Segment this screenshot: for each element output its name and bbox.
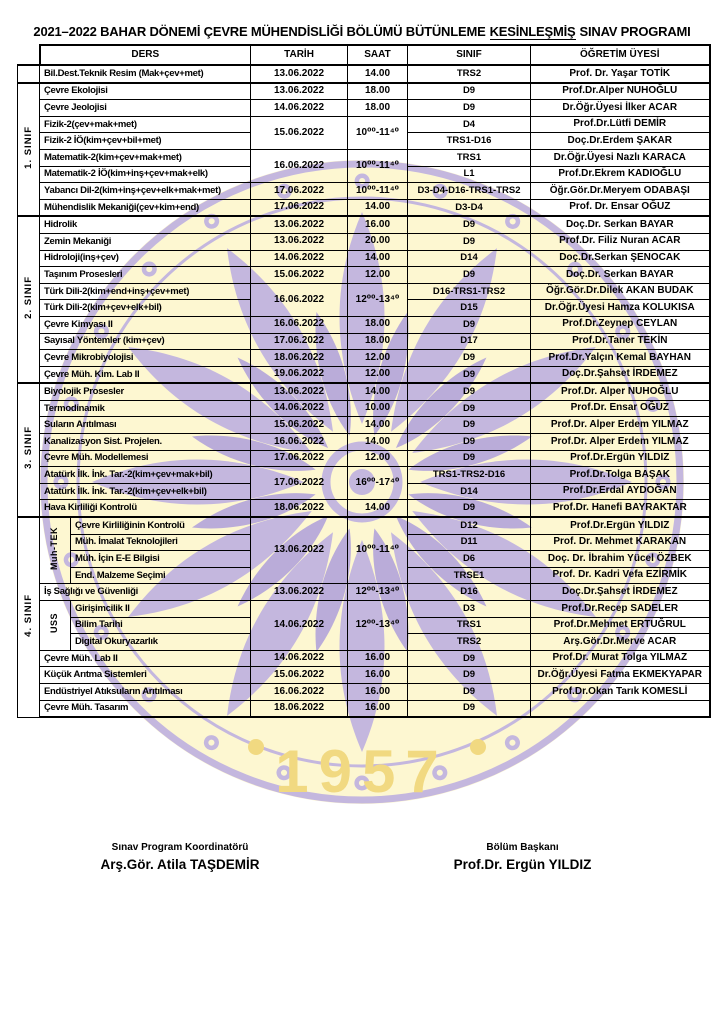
time-cell: 16.00 xyxy=(348,700,408,717)
header-ogretim-uyesi: ÖĞRETİM ÜYESİ xyxy=(531,45,710,65)
time-cell: 18.00 xyxy=(348,100,408,117)
date-cell: 17.06.2022 xyxy=(251,467,348,500)
class-cell: D3 xyxy=(408,601,531,618)
date-cell: 15.06.2022 xyxy=(251,667,348,684)
table-row xyxy=(18,216,710,233)
table-row xyxy=(18,149,710,166)
time-cell: 12.00 xyxy=(348,350,408,367)
table-row xyxy=(18,584,710,601)
class-cell: D9 xyxy=(408,400,531,417)
table-row xyxy=(18,267,710,284)
course-cell: Fizik-2(çev+mak+met) xyxy=(40,116,251,133)
time-cell: 18.00 xyxy=(348,316,408,333)
date-cell: 19.06.2022 xyxy=(251,366,348,383)
course-cell: Matematik-2(kim+çev+mak+met) xyxy=(40,149,251,166)
class-cell: TRS2 xyxy=(408,65,531,83)
table-row xyxy=(18,116,710,133)
course-cell: Çevre Kimyası II xyxy=(40,316,251,333)
exam-schedule-table xyxy=(17,44,711,718)
instructor-cell: Prof.Dr.Okan Tarık KOMESLİ xyxy=(531,683,710,700)
coordinator-title: Sınav Program Koordinatörü xyxy=(111,842,249,853)
table-row xyxy=(18,683,710,700)
instructor-cell: Dr.Öğr.Üyesi Fatma EKMEKYAPAR xyxy=(531,667,710,684)
table-row xyxy=(18,700,710,717)
date-cell: 13.06.2022 xyxy=(251,517,348,584)
table-row xyxy=(18,450,710,467)
course-cell: Atatürk İlk. İnk. Tar.-2(kim+çev+mak+bil) xyxy=(40,467,251,484)
course-cell: İş Sağlığı ve Güvenliği xyxy=(40,584,251,601)
course-cell: Küçük Arıtma Sistemleri xyxy=(40,667,251,684)
date-cell: 13.06.2022 xyxy=(251,83,348,100)
date-cell: 13.06.2022 xyxy=(251,383,348,400)
department-head-signature xyxy=(435,842,610,872)
time-cell: 16⁰⁰-17⁴⁰ xyxy=(348,467,408,500)
class-cell: TRS1 xyxy=(408,149,531,166)
course-cell: Çevre Müh. Kim. Lab II xyxy=(40,366,251,383)
class-cell: D9 xyxy=(408,350,531,367)
time-cell: 12⁰⁰-13⁴⁰ xyxy=(348,584,408,601)
course-cell: Kanalizasyon Sist. Projelen. xyxy=(40,434,251,451)
instructor-cell: Prof.Dr.Ekrem KADIOĞLU xyxy=(531,166,710,183)
course-cell: Termodinamik xyxy=(40,400,251,417)
department-head-title: Bölüm Başkanı xyxy=(486,842,559,853)
class-cell: D16 xyxy=(408,584,531,601)
time-cell: 16.00 xyxy=(348,216,408,233)
page-title xyxy=(10,24,714,39)
date-cell: 17.06.2022 xyxy=(251,183,348,200)
date-cell: 13.06.2022 xyxy=(251,233,348,250)
time-cell: 18.00 xyxy=(348,333,408,350)
time-cell: 20.00 xyxy=(348,233,408,250)
table-row xyxy=(18,383,710,400)
time-cell: 12.00 xyxy=(348,450,408,467)
course-cell: End. Malzeme Seçimi xyxy=(71,567,251,584)
instructor-cell: Prof.Dr.Mehmet ERTUĞRUL xyxy=(531,617,710,634)
date-cell: 15.06.2022 xyxy=(251,417,348,434)
class-cell: D6 xyxy=(408,551,531,568)
date-cell: 14.06.2022 xyxy=(251,400,348,417)
instructor-cell: Prof.Dr.Zeynep CEYLAN xyxy=(531,316,710,333)
course-cell: Müh. İmalat Teknolojileri xyxy=(71,534,251,551)
class-cell: D17 xyxy=(408,333,531,350)
course-cell: Girişimcilik II xyxy=(71,601,251,618)
instructor-cell: Öğr.Gör.Dr.Dilek AKAN BUDAK xyxy=(531,283,710,300)
course-cell: Müh. İçin E-E Bilgisi xyxy=(71,551,251,568)
instructor-cell: Prof.Dr. Ensar OĞUZ xyxy=(531,400,710,417)
class-cell: D4 xyxy=(408,116,531,133)
instructor-cell: Prof. Dr. Kadri Vefa EZİRMİK xyxy=(531,567,710,584)
title-underlined-word: KESİNLEŞMİŞ xyxy=(489,24,576,39)
table-row xyxy=(18,250,710,267)
instructor-cell: Dr.Öğr.Üyesi Hamza KOLUKISA xyxy=(531,300,710,317)
time-cell: 10⁰⁰-11⁴⁰ xyxy=(348,116,408,149)
time-cell: 10.00 xyxy=(348,400,408,417)
table-row xyxy=(18,283,710,300)
class-cell: D3-D4 xyxy=(408,199,531,216)
date-cell: 18.06.2022 xyxy=(251,500,348,517)
table-row xyxy=(18,400,710,417)
watermark-dot-right xyxy=(470,739,486,755)
class-cell: D14 xyxy=(408,483,531,500)
class-cell: D11 xyxy=(408,534,531,551)
instructor-cell: Doç. Dr. İbrahim Yücel ÖZBEK xyxy=(531,551,710,568)
table-row xyxy=(18,183,710,200)
section-label-4-sinif: 4. SINIF xyxy=(18,517,40,717)
course-cell: Türk Dili-2(kim+end+inş+çev+met) xyxy=(40,283,251,300)
date-cell: 14.06.2022 xyxy=(251,650,348,667)
time-cell: 12.00 xyxy=(348,267,408,284)
instructor-cell: Prof.Dr. Alper Erdem YILMAZ xyxy=(531,434,710,451)
time-cell: 14.00 xyxy=(348,500,408,517)
table-row xyxy=(18,233,710,250)
class-cell: D9 xyxy=(408,700,531,717)
table-row xyxy=(18,601,710,618)
course-cell: Çevre Ekolojisi xyxy=(40,83,251,100)
course-cell: Endüstriyel Atıksuların Arıtılması xyxy=(40,683,251,700)
date-cell: 15.06.2022 xyxy=(251,116,348,149)
class-cell: D9 xyxy=(408,500,531,517)
table-row xyxy=(18,83,710,100)
course-cell: Fizik-2 İÖ(kim+çev+bil+met) xyxy=(40,133,251,150)
section-label-1-sinif: 1. SINIF xyxy=(18,83,40,217)
table-row xyxy=(18,650,710,667)
date-cell: 13.06.2022 xyxy=(251,65,348,83)
class-cell: D16-TRS1-TRS2 xyxy=(408,283,531,300)
time-cell: 14.00 xyxy=(348,417,408,434)
course-cell: Çevre Müh. Modellemesi xyxy=(40,450,251,467)
instructor-cell: Doç.Dr.Serkan ŞENOCAK xyxy=(531,250,710,267)
instructor-cell: Dr.Öğr.Üyesi Nazlı KARACA xyxy=(531,149,710,166)
time-cell: 10⁰⁰-11⁴⁰ xyxy=(348,183,408,200)
date-cell: 16.06.2022 xyxy=(251,283,348,316)
section-label-3-sinif: 3. SINIF xyxy=(18,383,40,517)
instructor-cell: Prof.Dr. Murat Tolga YILMAZ xyxy=(531,650,710,667)
time-cell: 18.00 xyxy=(348,83,408,100)
course-cell: Çevre Müh. Tasarım xyxy=(40,700,251,717)
department-head-name: Prof.Dr. Ergün YILDIZ xyxy=(453,857,592,872)
instructor-cell: Prof.Dr.Tolga BAŞAK xyxy=(531,467,710,484)
time-cell: 10⁰⁰-11⁴⁰ xyxy=(348,517,408,584)
course-cell: Matematik-2 İÖ(kim+inş+çev+mak+elk) xyxy=(40,166,251,183)
section-label-empty xyxy=(18,65,40,83)
coordinator-name: Arş.Gör. Atila TAŞDEMİR xyxy=(100,857,260,872)
course-cell: Suların Arıtılması xyxy=(40,417,251,434)
class-cell: D9 xyxy=(408,683,531,700)
course-cell: Taşınım Prosesleri xyxy=(40,267,251,284)
instructor-cell: Doç.Dr. Serkan BAYAR xyxy=(531,267,710,284)
section-label-2-sinif: 2. SINIF xyxy=(18,216,40,383)
coordinator-signature xyxy=(95,842,265,872)
time-cell: 16.00 xyxy=(348,683,408,700)
instructor-cell: Prof.Dr. Hanefi BAYRAKTAR xyxy=(531,500,710,517)
instructor-cell: Prof.Dr. Alper Erdem YILMAZ xyxy=(531,417,710,434)
instructor-cell: Öğr.Gör.Dr.Meryem ODABAŞI xyxy=(531,183,710,200)
date-cell: 16.06.2022 xyxy=(251,316,348,333)
date-cell: 14.06.2022 xyxy=(251,100,348,117)
table-row xyxy=(18,467,710,484)
time-cell: 12.00 xyxy=(348,366,408,383)
class-cell: D9 xyxy=(408,216,531,233)
class-cell: D9 xyxy=(408,650,531,667)
instructor-cell: Doç.Dr. Serkan BAYAR xyxy=(531,216,710,233)
subgroup-label-uss: USS xyxy=(40,601,71,651)
table-row xyxy=(18,517,710,534)
date-cell: 15.06.2022 xyxy=(251,267,348,284)
instructor-cell: Prof.Dr.Ergün YILDIZ xyxy=(531,517,710,534)
time-cell: 14.00 xyxy=(348,199,408,216)
table-row xyxy=(18,350,710,367)
instructor-cell: Prof.Dr.Erdal AYDOĞAN xyxy=(531,483,710,500)
header-saat: SAAT xyxy=(348,45,408,65)
time-cell: 14.00 xyxy=(348,65,408,83)
instructor-cell: Prof. Dr. Ensar OĞUZ xyxy=(531,199,710,216)
header-blank-cell xyxy=(18,45,40,65)
course-cell: Çevre Müh. Lab II xyxy=(40,650,251,667)
class-cell: D9 xyxy=(408,83,531,100)
time-cell: 16.00 xyxy=(348,650,408,667)
class-cell: D9 xyxy=(408,366,531,383)
date-cell: 17.06.2022 xyxy=(251,450,348,467)
course-cell: Bil.Dest.Teknik Resim (Mak+çev+met) xyxy=(40,65,251,83)
instructor-cell: Doç.Dr.Erdem ŞAKAR xyxy=(531,133,710,150)
class-cell: D9 xyxy=(408,417,531,434)
title-suffix: SINAV PROGRAMI xyxy=(579,24,691,39)
class-cell: TRS2 xyxy=(408,634,531,651)
class-cell: D9 xyxy=(408,100,531,117)
course-cell: Mühendislik Mekaniği(çev+kim+end) xyxy=(40,199,251,216)
date-cell: 13.06.2022 xyxy=(251,216,348,233)
class-cell: D15 xyxy=(408,300,531,317)
class-cell: TRS1-TRS2-D16 xyxy=(408,467,531,484)
course-cell: Hava Kirliliği Kontrolü xyxy=(40,500,251,517)
table-row xyxy=(18,316,710,333)
class-cell: L1 xyxy=(408,166,531,183)
founding-year-text: 1957 xyxy=(275,738,449,805)
class-cell: TRS1 xyxy=(408,617,531,634)
instructor-cell: Prof.Dr.Alper NUHOĞLU xyxy=(531,83,710,100)
date-cell: 13.06.2022 xyxy=(251,584,348,601)
date-cell: 16.06.2022 xyxy=(251,149,348,182)
course-cell: Sayısal Yöntemler (kim+çev) xyxy=(40,333,251,350)
date-cell: 17.06.2022 xyxy=(251,199,348,216)
class-cell: TRSE1 xyxy=(408,567,531,584)
course-cell: Digital Okuryazarlık xyxy=(71,634,251,651)
header-sinif: SINIF xyxy=(408,45,531,65)
instructor-cell: Prof.Dr. Filiz Nuran ACAR xyxy=(531,233,710,250)
instructor-cell: Dr.Öğr.Üyesi İlker ACAR xyxy=(531,100,710,117)
class-cell: D9 xyxy=(408,434,531,451)
class-cell: D9 xyxy=(408,316,531,333)
header-tarih: TARİH xyxy=(251,45,348,65)
subgroup-label-muh-tek: Muh-TEK xyxy=(40,517,71,584)
class-cell: D9 xyxy=(408,233,531,250)
course-cell: Türk Dili-2(kim+çev+elk+bil) xyxy=(40,300,251,317)
instructor-cell: Prof. Dr. Mehmet KARAKAN xyxy=(531,534,710,551)
course-cell: Çevre Mikrobiyolojisi xyxy=(40,350,251,367)
course-cell: Çevre Jeolojisi xyxy=(40,100,251,117)
course-cell: Bilim Tarihi xyxy=(71,617,251,634)
date-cell: 17.06.2022 xyxy=(251,333,348,350)
table-row xyxy=(18,500,710,517)
table-row xyxy=(18,434,710,451)
table-row xyxy=(18,333,710,350)
instructor-cell: Prof.Dr.Lütfi DEMİR xyxy=(531,116,710,133)
time-cell: 16.00 xyxy=(348,667,408,684)
time-cell: 12⁰⁰-13⁴⁰ xyxy=(348,283,408,316)
date-cell: 18.06.2022 xyxy=(251,700,348,717)
class-cell: D9 xyxy=(408,450,531,467)
instructor-cell: Arş.Gör.Dr.Merve ACAR xyxy=(531,634,710,651)
instructor-cell: Prof.Dr.Ergün YILDIZ xyxy=(531,450,710,467)
course-cell: Hidrolik xyxy=(40,216,251,233)
header-row xyxy=(18,45,710,65)
instructor-cell: Prof.Dr.Yalçın Kemal BAYHAN xyxy=(531,350,710,367)
class-cell: D9 xyxy=(408,267,531,284)
course-cell: Biyolojik Prosesler xyxy=(40,383,251,400)
course-cell: Atatürk İlk. İnk. Tar.-2(kim+çev+elk+bil) xyxy=(40,483,251,500)
date-cell: 16.06.2022 xyxy=(251,434,348,451)
instructor-cell: Prof.Dr. Alper NUHOĞLU xyxy=(531,383,710,400)
class-cell: D3-D4-D16-TRS1-TRS2 xyxy=(408,183,531,200)
watermark-dot-left xyxy=(248,739,264,755)
time-cell: 14.00 xyxy=(348,383,408,400)
table-row xyxy=(18,199,710,216)
time-cell: 14.00 xyxy=(348,250,408,267)
class-cell: D12 xyxy=(408,517,531,534)
table-row xyxy=(18,65,710,83)
table-row xyxy=(18,366,710,383)
instructor-cell xyxy=(531,700,710,717)
date-cell: 14.06.2022 xyxy=(251,601,348,651)
instructor-cell: Doç.Dr.Şahset İRDEMEZ xyxy=(531,366,710,383)
course-cell: Yabancı Dil-2(kim+inş+çev+elk+mak+met) xyxy=(40,183,251,200)
instructor-cell: Prof.Dr.Taner TEKİN xyxy=(531,333,710,350)
instructor-cell: Prof. Dr. Yaşar TOTİK xyxy=(531,65,710,83)
course-cell: Çevre Kirliliğinin Kontrolü xyxy=(71,517,251,534)
table-row xyxy=(18,667,710,684)
table-row xyxy=(18,417,710,434)
time-cell: 12⁰⁰-13⁴⁰ xyxy=(348,601,408,651)
class-cell: D9 xyxy=(408,667,531,684)
instructor-cell: Doç.Dr.Şahset İRDEMEZ xyxy=(531,584,710,601)
time-cell: 10⁰⁰-11⁴⁰ xyxy=(348,149,408,182)
date-cell: 14.06.2022 xyxy=(251,250,348,267)
class-cell: D9 xyxy=(408,383,531,400)
date-cell: 18.06.2022 xyxy=(251,350,348,367)
course-cell: Zemin Mekaniği xyxy=(40,233,251,250)
table-row xyxy=(18,100,710,117)
header-ders: DERS xyxy=(40,45,251,65)
course-cell: Hidroloji(inş+çev) xyxy=(40,250,251,267)
date-cell: 16.06.2022 xyxy=(251,683,348,700)
class-cell: TRS1-D16 xyxy=(408,133,531,150)
instructor-cell: Prof.Dr.Recep SADELER xyxy=(531,601,710,618)
class-cell: D14 xyxy=(408,250,531,267)
time-cell: 14.00 xyxy=(348,434,408,451)
title-prefix: 2021–2022 BAHAR DÖNEMİ ÇEVRE MÜHENDİSLİĞİ BÖLÜMÜ BÜTÜNLEME xyxy=(33,24,486,39)
